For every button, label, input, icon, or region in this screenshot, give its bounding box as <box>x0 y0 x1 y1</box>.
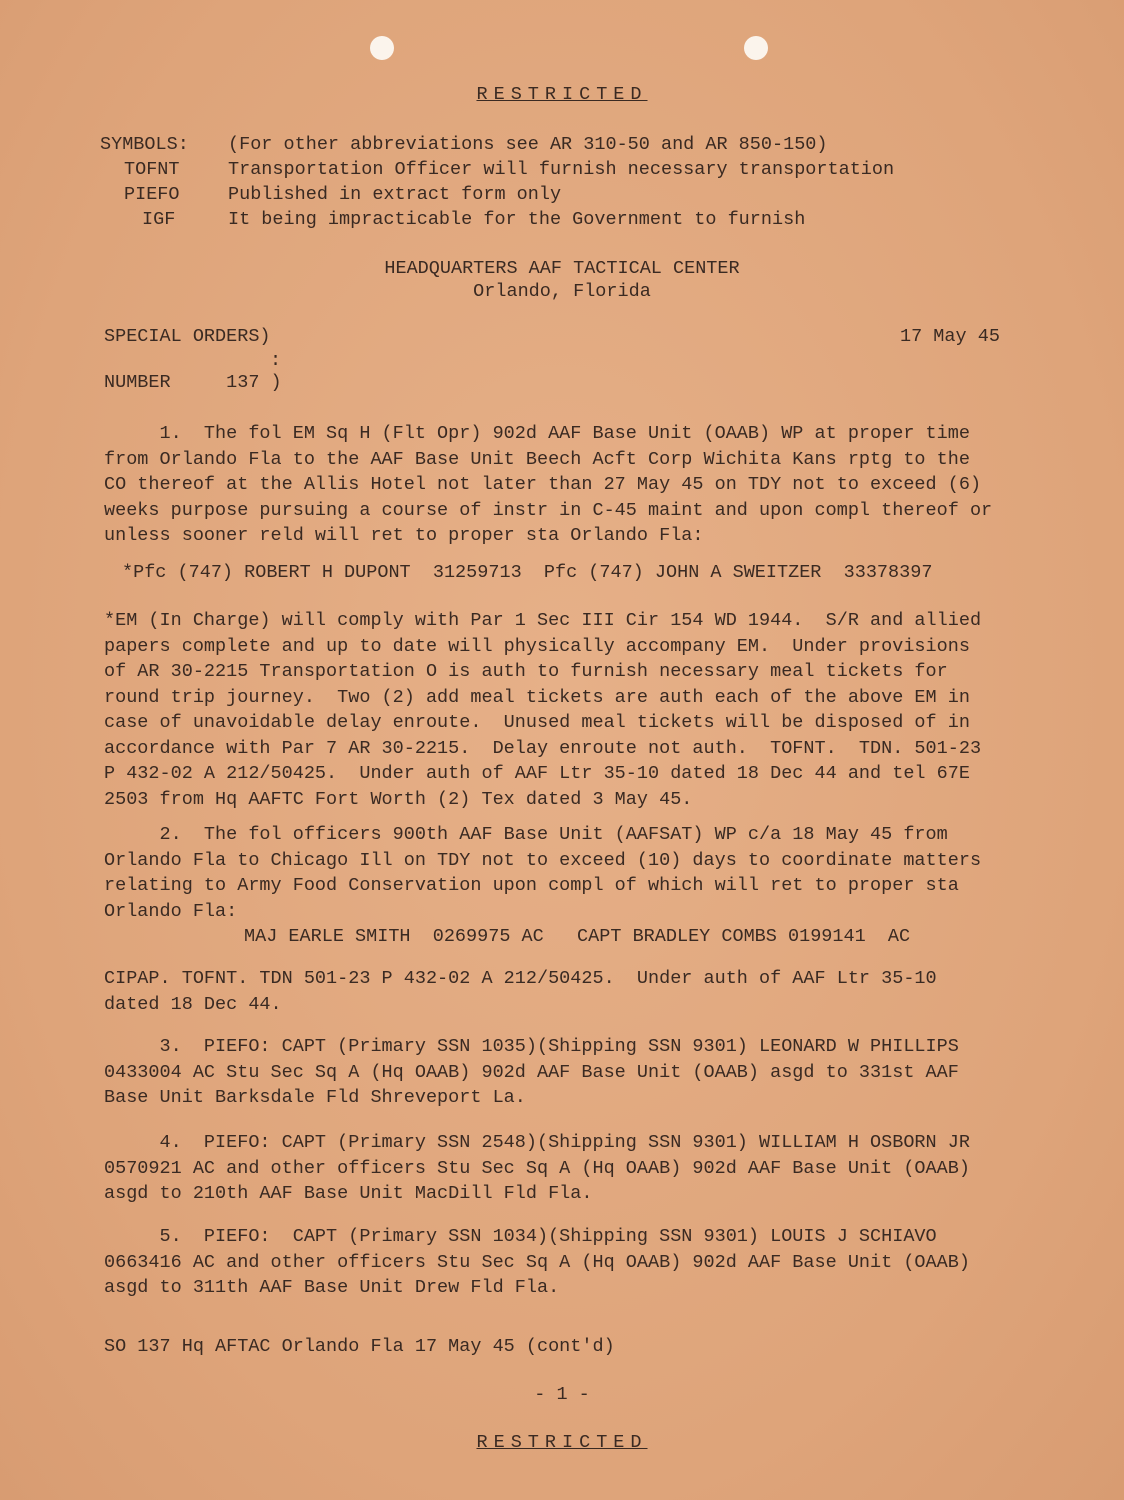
paragraph-1: 1. The fol EM Sq H (Flt Opr) 902d AAF Base Unit (OAAB) WP at proper time from Orlando Fla to the AAF Base Unit Beech Acft Corp Wichita Kans rptg to the CO thereof at the Allis Hotel not later than 27 May 45 on TDY not to exceed (6) weeks purpose pursuing a course of instr in C-45 maint and upon compl thereof or unless sooner reld will ret to proper sta Orlando Fla: <box>104 423 993 546</box>
classification-footer: RESTRICTED <box>476 1432 648 1453</box>
order-number: NUMBER 137 ) <box>104 372 282 393</box>
orders-colon: : <box>270 350 282 371</box>
hq-location: Orlando, Florida <box>473 281 651 302</box>
symbol-code-igf: IGF <box>142 209 176 230</box>
continuation-line: SO 137 Hq AFTAC Orlando Fla 17 May 45 (cont'd) <box>104 1336 615 1357</box>
symbol-text-piefo: Published in extract form only <box>228 184 562 205</box>
order-date: 17 May 45 <box>900 326 1000 347</box>
symbol-text-igf: It being impracticable for the Government to furnish <box>228 209 806 230</box>
paragraph-5: 5. PIEFO: CAPT (Primary SSN 1034)(Shipping SSN 9301) LOUIS J SCHIAVO 0663416 AC and other officers Stu Sec Sq A (Hq OAAB) 902d AAF Base Unit (OAAB) asgd to 311th AAF Base Unit Drew Fld Fla. <box>104 1226 970 1298</box>
paragraph-2: 2. The fol officers 900th AAF Base Unit (AAFSAT) WP c/a 18 May 45 from Orlando Fla to Chicago Ill on TDY not to exceed (10) days to coordinate matters relating to Army Food Conservation upon compl of which will ret to proper sta Orlando Fla: <box>104 824 982 922</box>
symbols-code: SYMBOLS: <box>100 134 189 155</box>
symbol-code-tofnt: TOFNT <box>124 159 180 180</box>
punch-hole-left <box>370 36 394 60</box>
classification-header: RESTRICTED <box>476 84 648 105</box>
paragraph-2-names: MAJ EARLE SMITH 0269975 AC CAPT BRADLEY COMBS 0199141 AC <box>244 926 911 947</box>
punch-hole-right <box>744 36 768 60</box>
symbol-text-tofnt: Transportation Officer will furnish necessary transportation <box>228 159 895 180</box>
paragraph-1-names: *Pfc (747) ROBERT H DUPONT 31259713 Pfc (747) JOHN A SWEITZER 33378397 <box>122 562 933 583</box>
page-number: - 1 - <box>534 1384 590 1405</box>
symbol-code-piefo: PIEFO <box>124 184 180 205</box>
hq-name: HEADQUARTERS AAF TACTICAL CENTER <box>384 258 740 279</box>
paragraph-2-notes: CIPAP. TOFNT. TDN 501-23 P 432-02 A 212/50425. Under auth of AAF Ltr 35-10 dated 18 Dec 44. <box>104 968 937 1015</box>
paragraph-3: 3. PIEFO: CAPT (Primary SSN 1035)(Shipping SSN 9301) LEONARD W PHILLIPS 0433004 AC Stu Sec Sq A (Hq OAAB) 902d AAF Base Unit (OAAB) asgd to 331st AAF Base Unit Barksdale Fld Shreveport La. <box>104 1036 959 1108</box>
paragraph-1-notes: *EM (In Charge) will comply with Par 1 Sec III Cir 154 WD 1944. S/R and allied papers complete and up to date will physically accompany EM. Under provisions of AR 30-2215 Transportation O is auth to furnish necessary meal tickets for round trip journey. Two (2) add meal tickets are auth each of the above EM in case of unavoidable delay enroute. Unused meal tickets will be disposed of in accordance with Par 7 AR 30-2215. Delay enroute not auth. TOFNT. TDN. 501-23 P 432-02 A 212/50425. Under auth of AAF Ltr 35-10 dated 18 Dec 44 and tel 67E 2503 from Hq AAFTC Fort Worth (2) Tex dated 3 May 45. <box>104 610 982 810</box>
special-orders-label: SPECIAL ORDERS) <box>104 326 271 347</box>
symbols-text: (For other abbreviations see AR 310-50 and AR 850-150) <box>228 134 828 155</box>
paragraph-4: 4. PIEFO: CAPT (Primary SSN 2548)(Shipping SSN 9301) WILLIAM H OSBORN JR 0570921 AC and other officers Stu Sec Sq A (Hq OAAB) 902d AAF Base Unit (OAAB) asgd to 210th AAF Base Unit MacDill Fld Fla. <box>104 1132 970 1204</box>
